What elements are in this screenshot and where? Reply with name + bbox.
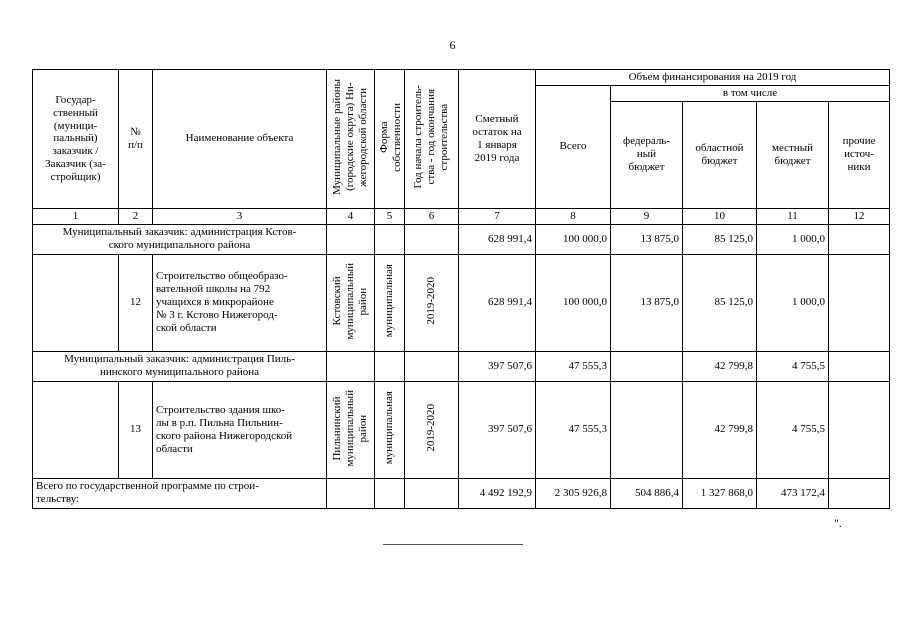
empty-cell [375,351,405,381]
header-years-text: Год начала строитель- ства - год окончания строительства [412,85,450,189]
object-district-text: Кстовский муниципальный район [331,262,369,340]
section-regional: 85 125,0 [683,224,757,254]
object-other [829,254,890,351]
object-federal: 13 875,0 [611,254,683,351]
column-number: 11 [757,208,829,224]
object-balance: 628 991,4 [459,254,536,351]
grand-total-federal: 504 886,4 [611,478,683,508]
object-federal [611,381,683,478]
footer-divider [383,544,523,545]
column-number: 6 [405,208,459,224]
closing-quote-mark: ". [834,516,842,530]
section-other [829,351,890,381]
empty-cell [327,224,375,254]
object-total: 100 000,0 [536,254,611,351]
grand-total-regional: 1 327 868,0 [683,478,757,508]
section-local: 4 755,5 [757,351,829,381]
header-district-text: Муниципальные районы (городские округа) Ни- жегородской области [331,79,369,195]
header-district [327,70,375,209]
section-balance: 397 507,6 [459,351,536,381]
header-row-1 [33,70,890,86]
header-num: № п/п [119,70,153,209]
section-other [829,224,890,254]
grand-total-total: 2 305 926,8 [536,478,611,508]
empty-cell [327,351,375,381]
header-financing: Объем финансирования на 2019 год [536,70,890,86]
object-balance: 397 507,6 [459,381,536,478]
section-federal [611,351,683,381]
object-ownership [375,254,405,351]
object-ownership [375,381,405,478]
object-name: Строительство общеобразо- вательной школы на 792 учащихся в микрорайоне № 3 г. Кстово Нижегород- ской области [153,254,327,351]
empty-cell [405,478,459,508]
object-num: 13 [119,381,153,478]
empty-cell [405,224,459,254]
header-ownership-text: Форма собственности [378,102,403,172]
section-row-kstovo [33,224,890,254]
object-name: Строительство здания шко- лы в р.п. Пильна Пильнин- ского района Нижегородской области [153,381,327,478]
grand-total-local: 473 172,4 [757,478,829,508]
column-number: 8 [536,208,611,224]
empty-cell [375,478,405,508]
empty-cell [33,381,119,478]
empty-cell [405,351,459,381]
column-number: 4 [327,208,375,224]
object-other [829,381,890,478]
section-federal: 13 875,0 [611,224,683,254]
column-number: 1 [33,208,119,224]
header-object-name: Наименование объекта [153,70,327,209]
object-ownership-text: муниципальная [383,264,396,338]
object-local: 4 755,5 [757,381,829,478]
header-customer: Государ- ственный (муници- пальный) заказчик / Заказчик (за- стройщик) [33,70,119,209]
object-total: 47 555,3 [536,381,611,478]
header-ownership [375,70,405,209]
object-years-text: 2019-2020 [425,404,438,452]
column-numbers-row [33,208,890,224]
construction-financing-table [32,69,890,509]
column-number: 2 [119,208,153,224]
object-district [327,254,375,351]
grand-total-other [829,478,890,508]
header-total: Всего [536,85,611,208]
column-number: 10 [683,208,757,224]
object-regional: 42 799,8 [683,381,757,478]
header-years [405,70,459,209]
object-years [405,381,459,478]
object-district-text: Пильнинский муниципальный район [331,389,369,467]
section-row-pilna [33,351,890,381]
section-local: 1 000,0 [757,224,829,254]
empty-cell [33,254,119,351]
grand-total-label: Всего по государственной программе по строи- тельству: [33,478,327,508]
header-balance: Сметный остаток на 1 января 2019 года [459,70,536,209]
column-number: 7 [459,208,536,224]
header-federal: федераль- ный бюджет [611,101,683,208]
object-district [327,381,375,478]
header-including: в том числе [611,85,890,101]
section-total: 100 000,0 [536,224,611,254]
page-number: 6 [449,38,456,52]
object-years-text: 2019-2020 [425,277,438,325]
header-other: прочие источ- ники [829,101,890,208]
grand-total-balance: 4 492 192,9 [459,478,536,508]
header-local: местный бюджет [757,101,829,208]
object-local: 1 000,0 [757,254,829,351]
header-regional: областной бюджет [683,101,757,208]
empty-cell [327,478,375,508]
column-number: 5 [375,208,405,224]
section-regional: 42 799,8 [683,351,757,381]
grand-total-row [33,478,890,508]
empty-cell [375,224,405,254]
object-ownership-text: муниципальная [383,391,396,465]
section-title: Муниципальный заказчик: администрация Пиль- нинского муниципального района [33,351,327,381]
column-number: 12 [829,208,890,224]
column-number: 3 [153,208,327,224]
section-total: 47 555,3 [536,351,611,381]
object-num: 12 [119,254,153,351]
column-number: 9 [611,208,683,224]
section-title: Муниципальный заказчик: администрация Кстов- ского муниципального района [33,224,327,254]
object-years [405,254,459,351]
object-row-13 [33,381,890,478]
object-regional: 85 125,0 [683,254,757,351]
section-balance: 628 991,4 [459,224,536,254]
object-row-12 [33,254,890,351]
